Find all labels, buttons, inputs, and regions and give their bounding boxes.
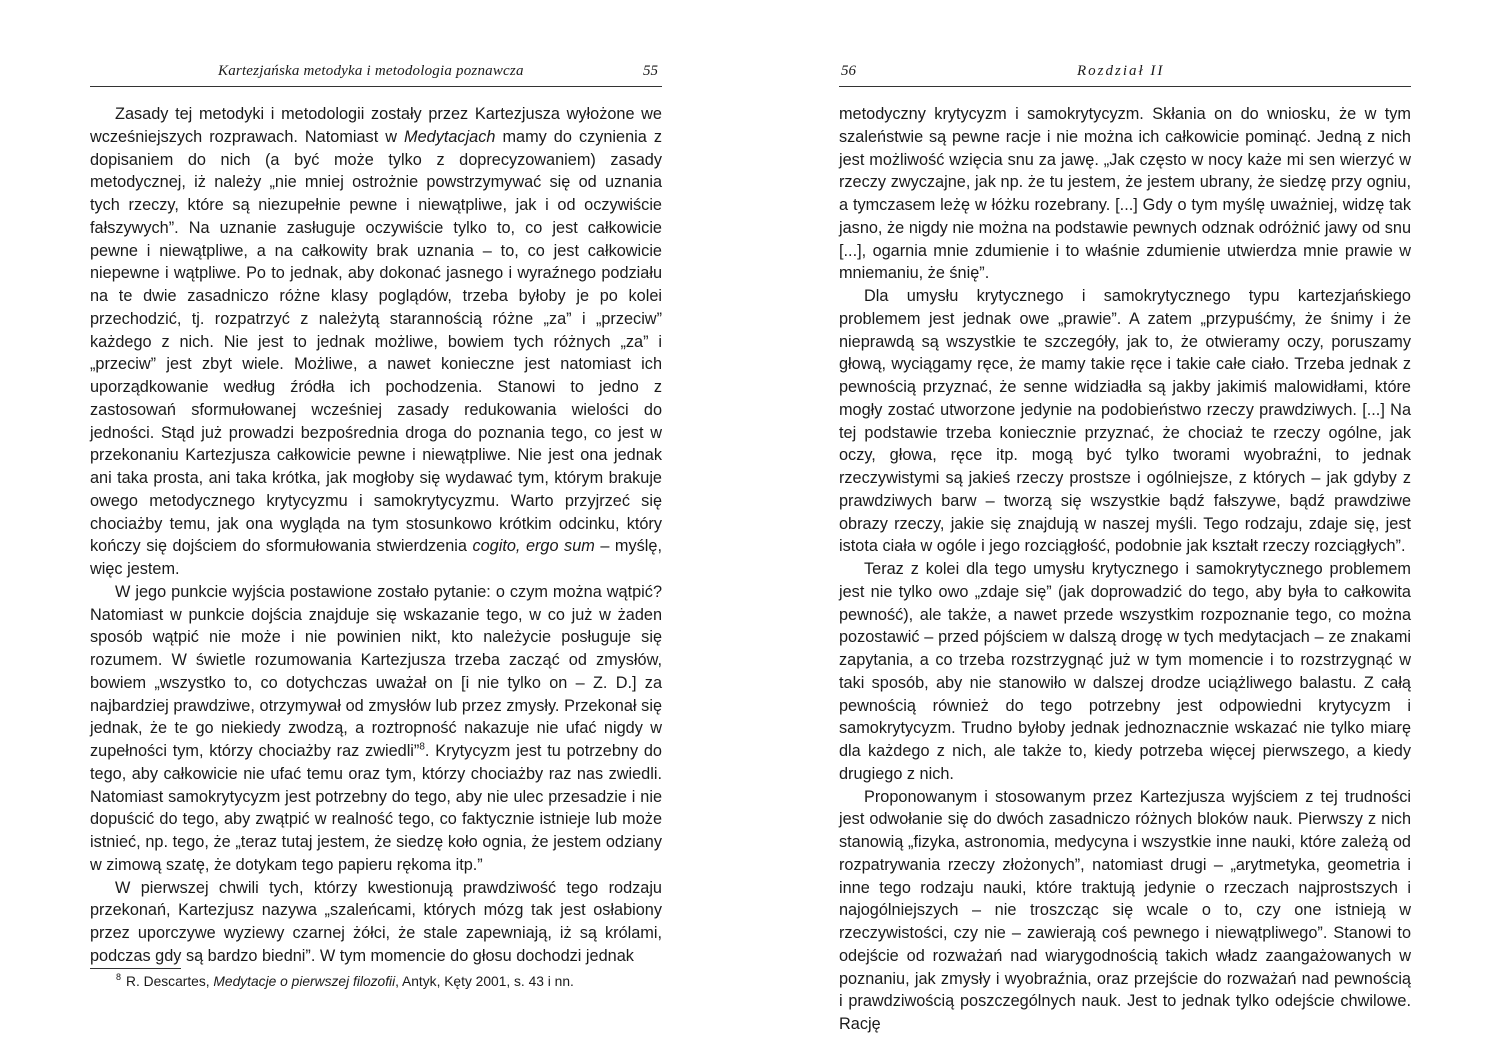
paragraph: W pierwszej chwili tych, którzy kwestionują prawdziwość tego rodzaju przekonań, Kartezjusz nazywa „szaleńcami, których mózg tak jest osłabiony przez uporczywe wyziewy czarnej żółci, że stale zapewniają, iż są królami, podczas gdy są bardzo biedni”. W tym momencie do głosu dochodzi jednak <box>90 878 662 965</box>
paragraph: Dla umysłu krytycznego i samokrytycznego typu kartezjańskiego problemem jest jednak owe „prawie”. A zatem „przypuśćmy, że śnimy i że nieprawdą są wszystkie te szczegóły, jak to, że otwieramy oczy, poruszamy głową, wyciągamy ręce, że mamy takie ręce i takie całe ciało. Trzeba jednak z pewnością przyznać, że senne widziadła są jakby jakimiś malowidłami, które mogły zostać utworzone jedynie na podobieństwo rzeczy prawdziwych. [...] Na tej podstawie trzeba koniecznie przyznać, że chociaż te rzeczy ogólne, jak oczy, głowa, ręce itp. mogą być tylko tworami wyobraźni, to jednak rzeczywistymi są jakieś rzeczy prostsze i ogólniejsze, z których – jak gdyby z prawdziwych barw – tworzą się wszystkie bądź fałszywe, bądź prawdziwe obrazy rzeczy, jakie się znajdują w naszej myśli. Tego rodzaju, zdaje się, jest istota ciała w ogóle i jego rozciągłość, podobnie jak kształt rzeczy rozciągłych”. <box>839 287 1411 556</box>
paragraph: Teraz z kolei dla tego umysłu krytycznego i samokrytycznego problemem jest nie tylko owo „zdaje się” (jak doprowadzić do tego, aby była to całkowita pewność), ale także, a nawet przede wszystkim rozpoznanie tego, co można pozostawić – przed pójściem w dalszą drogę w tych medytacjach – ze znakami zapytania, a co trzeba rozstrzygnąć już w tym momencie i to rozstrzygnąć w taki sposób, aby nie stanowiło w dalszej drodze uciążliwego balastu. Z całą pewnością również do tego potrzebny jest odpowiedni krytycyzm i samokrytycyzm. Trudno byłoby jednak jednoznacznie wskazać nie tylko miarę dla każdego z nich, ale także to, kiedy potrzeba więcej pierwszego, a kiedy drugiego z nich. <box>839 560 1411 783</box>
body-text <box>839 103 1411 1036</box>
running-head <box>839 60 1411 87</box>
running-head <box>90 60 662 87</box>
paragraph: W jego punkcie wyjścia postawione zostało pytanie: o czym można wątpić? Natomiast w punkcie dojścia znajduje się wskazanie tego, w co już w żaden sposób wątpić nie może i nie powinien nikt, kto należycie posługuje się rozumem. W świetle rozumowania Kartezjusza trzeba zacząć od zmysłów, bowiem „wszystko to, co dotychczas uważał on [i nie tylko on – Z. D.] za najbardziej prawdziwe, otrzymywał od zmysłów lub przez zmysły. Przekonał się jednak, że te go niekiedy zwodzą, a roztropność nakazuje nie ufać nigdy w zupełności tym, którzy chociażby raz zwiedli”$^8$. Krytycyzm jest tu potrzebny do tego, aby całkowicie nie ufać temu oraz tym, którzy chociażby raz nas zwiedli. Natomiast samokrytycyzm jest potrzebny do tego, aby nie ulec przesadzie i nie dopuścić do tego, aby zwątpić w realność tego, co faktycznie istnieje lub może istnieć, np. tego, że „teraz tutaj jestem, że siedzę koło ognia, że jestem odziany w zimową szatę, że dotykam tego papieru rękoma itp.” <box>90 582 662 874</box>
paragraph: metodyczny krytycyzm i samokrytycyzm. Skłania on do wniosku, że w tym szaleństwie są pewne racje i nie można ich całkowicie pominąć. Jedną z nich jest możliwość wzięcia snu za jawę. „Jak często w nocy każe mi sen wierzyć w rzeczy zwyczajne, jak np. że tu jestem, że jestem ubrany, że siedzę przy ogniu, a tymczasem leżę w łóżku rozebrany. [...] Gdy o tym myślę uważniej, widzę tak jasno, że nigdy nie można na podstawie pewnych odznak odróżnić jawy od snu [...], ogarnia mnie zdumienie i to właśnie zdumienie utwierdza mnie prawie w mniemaniu, że śnię”. <box>839 105 1411 283</box>
footnote-reference[interactable]: 8 <box>419 741 425 753</box>
footnote: $^8$ R. Descartes, Medytacje o pierwszej filozofii, Antyk, Kęty 2001, s. 43 i nn. <box>116 972 574 989</box>
paragraph: Zasady tej metodyki i metodologii zostały przez Kartezjusza wyłożone we wcześniejszych rozprawach. Natomiast w Medytacjach mamy do czynienia z dopisaniem do nich (a być może tylko z doprecyzowaniem) zasady metodycznej, iż należy „nie mniej ostrożnie powstrzymywać się od uznania tych rzeczy, które są niezupełnie pewne i niewątpliwe, jak i od oczywiście fałszywych”. Na uznanie zasługuje oczywiście tylko to, co jest całkowicie pewne i niewątpliwe, a na całkowity brak uznania – to, co jest całkowicie niepewne i wątpliwe. Po to jednak, aby dokonać jasnego i wyraźnego podziału na te dwie zasadniczo różne klasy poglądów, trzeba byłoby je po kolei przechodzić, tj. rozpatrzyć z należytą starannością różne „za” i „przeciw” każdego z nich. Nie jest to jednak możliwe, bowiem tych różnych „za” i „przeciw” jest zbyt wiele. Możliwe, a nawet konieczne jest natomiast ich uporządkowanie według źródła ich pochodzenia. Stanowi to jedno z zastosowań sformułowanej wcześniej zasady redukowania wielości do jedności. Stąd już prowadzi bezpośrednia droga do poznania tego, co jest w przekonaniu Kartezjusza całkowicie pewne i niewątpliwe. Nie jest ona jednak ani taka prosta, ani taka krótka, jak mogłoby się wydawać tym, którym brakuje owego metodycznego krytycyzmu i samokrytycyzmu. Warto przyjrzeć się chociażby temu, jak ona wygląda na tym stosunkowo krótkim odcinku, który kończy się dojściem do sformułowania stwierdzenia cogito, ergo sum – myślę, więc jestem. <box>90 105 662 578</box>
right-page <box>839 0 1411 1064</box>
footnote-rule <box>90 968 181 969</box>
page-number: 56 <box>841 63 856 79</box>
left-page <box>90 0 662 1064</box>
running-title: Rozdział II <box>1077 63 1165 79</box>
footnote-number: 8 <box>116 972 122 983</box>
body-text <box>90 103 662 968</box>
running-title: Kartezjańska metodyka i metodologia poznawcza <box>218 63 524 79</box>
page-number: 55 <box>643 63 658 79</box>
paragraph: Proponowanym i stosowanym przez Kartezjusza wyjściem z tej trudności jest odwołanie się do dwóch zasadniczo różnych bloków nauk. Pierwszy z nich stanowią „fizyka, astronomia, medycyna i wszystkie inne nauki, które zależą od rozpatrywania rzeczy złożonych”, natomiast drugi – „arytmetyka, geometria i inne tego rodzaju nauki, które traktują jedynie o rzeczach najprostszych i najogólniejszych – nie troszcząc się wcale o to, czy one istnieją w rzeczywistości, czy nie – zawierają coś pewnego i niewątpliwego”. Stanowi to odejście od rozważań nad wiarygodnością takich władz zaangażowanych w poznaniu, jak zmysły i wyobraźnia, oraz przejście do rozważań nad pewnością i prawdziwością poszczególnych nauk. Jest to jednak tylko odejście chwilowe. Rację <box>839 787 1411 1033</box>
